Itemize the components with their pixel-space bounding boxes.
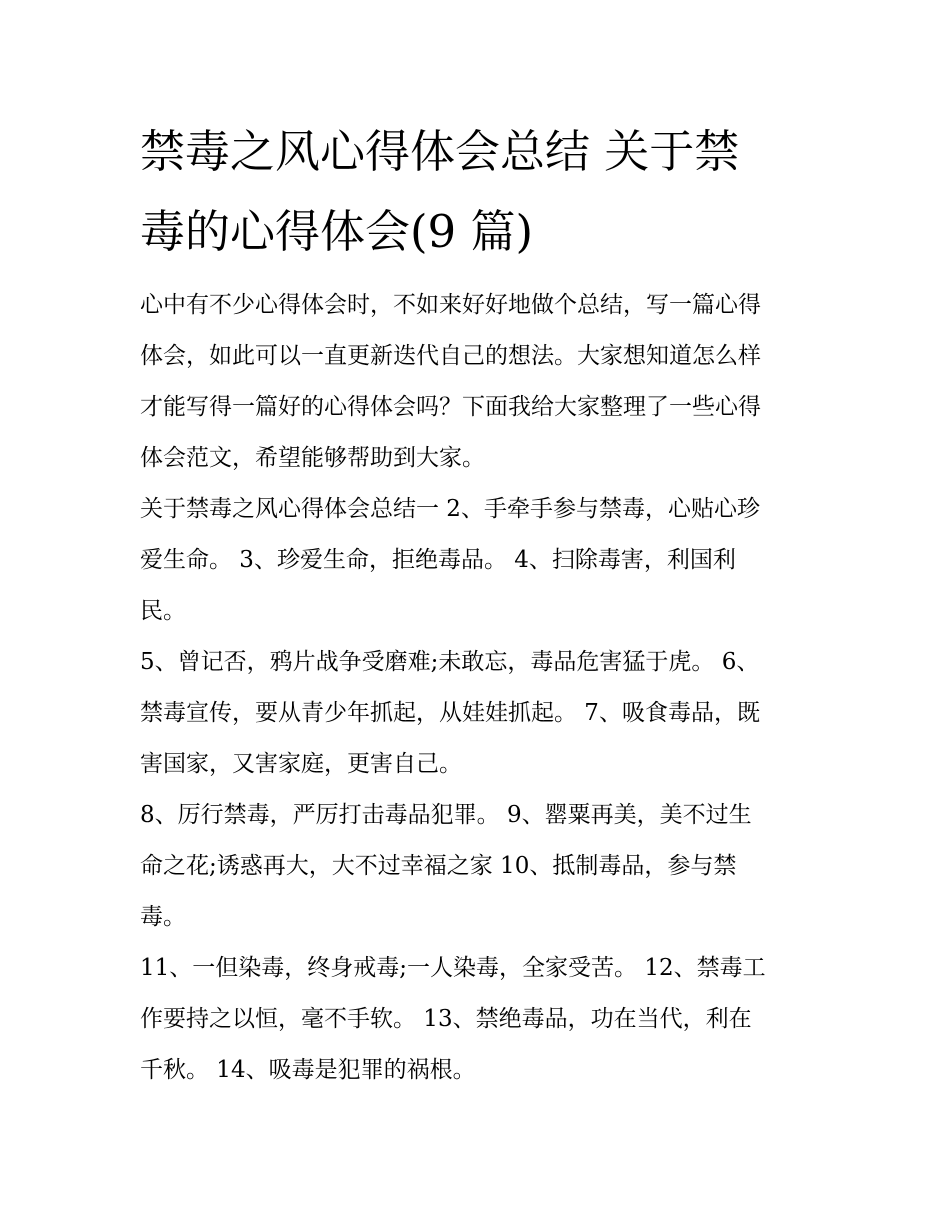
intro-paragraph: 心中有不少心得体会时，不如来好好地做个总结，写一篇心得 体会，如此可以一直更新迭代自己的想法。大家想知道怎么样 才能写得一篇好的心得体会吗？下面我给大家整理了一些心得 体会范文，希望能够帮助到大家。 [140, 292, 761, 471]
slogan-paragraph-2: 5、曾记否，鸦片战争受磨难;未敢忘，毒品危害猛于虎。 6、 禁毒宣传，要从青少年抓起，从娃娃抓起。 7、吸食毒品，既 害国家，又害家庭，更害自己。 [140, 649, 760, 777]
document-title: 禁毒之风心得体会总结 关于禁 毒的心得体会(9 篇) [140, 125, 740, 258]
slogan-paragraph-1: 关于禁毒之风心得体会总结一 2、手牵手参与禁毒，心贴心珍 爱生命。 3、珍爱生命，拒绝毒品。 4、扫除毒害，利国利 民。 [140, 496, 760, 624]
slogan-paragraph-4: 11、一但染毒，终身戒毒;一人染毒，全家受苦。 12、禁毒工 作要持之以恒，毫不手软。 13、禁绝毒品，功在当代，利在 千秋。 14、吸毒是犯罪的祸根。 [140, 955, 766, 1083]
document-body [140, 280, 820, 1096]
slogan-paragraph-3: 8、厉行禁毒，严厉打击毒品犯罪。 9、罂粟再美，美不过生 命之花;诱惑再大，大不过幸福之家 10、抵制毒品，参与禁 毒。 [140, 802, 752, 930]
